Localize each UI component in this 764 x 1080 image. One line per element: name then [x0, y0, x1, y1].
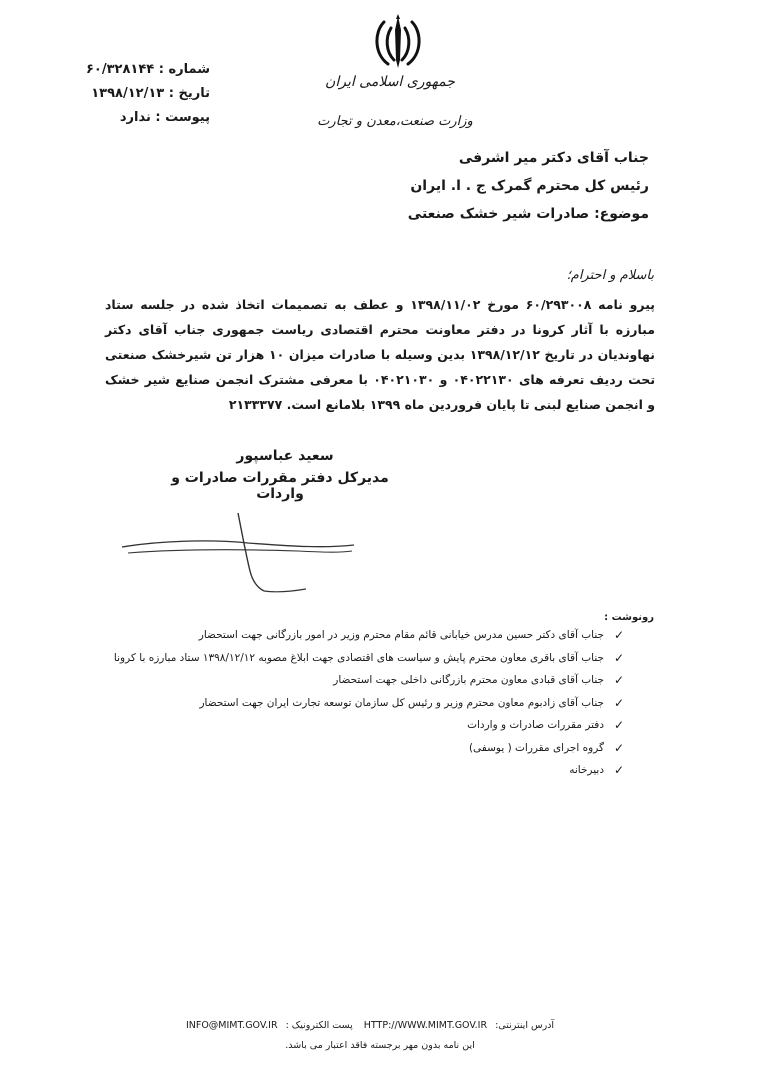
copies-title: رونوشت :	[604, 612, 654, 623]
signatory-name: سعید عباسپور	[236, 448, 334, 464]
salutation: باسلام و احترام؛	[566, 268, 654, 283]
copies-list	[64, 624, 624, 782]
letter-body: پیرو نامه ۶۰/۲۹۳۰۰۸ مورخ ۱۳۹۸/۱۱/۰۲ و عطف به تصمیمات اتخاذ شده در جلسه ستاد مبارزه با آثار کرونا در دفتر معاونت محترم اقتصادی ریاست جمهوری جناب آقای دکتر نهاوندیان در تاریخ ۱۳۹۸/۱۲/۱۲ بدین وسیله با صادرات میزان ۱۰ هزار تن شیرخشک صنعتی تحت ردیف تعرفه های ۰۴۰۲۲۱۳۰ و ۰۴۰۲۱۰۳۰ با معرفی مشترک انجمن صنایع شیر خشک و انجمن صنایع لبنی تا پایان فروردین ماه ۱۳۹۹ بلامانع است. ۲۱۳۳۳۷۷	[105, 297, 656, 412]
handwritten-signature	[118, 505, 358, 595]
letter-date-label: تاریخ :	[168, 86, 210, 101]
copy-recipient: جناب آقای باقری معاون محترم پایش و سیاست های اقتصادی جهت ابلاغ مصوبه ۱۳۹۸/۱۲/۱۲ ستاد مبارزه با کرونا	[113, 651, 604, 664]
recipient-name: جناب آقای دکتر میر اشرفی	[458, 150, 649, 166]
checkmark-icon: ✓	[613, 673, 624, 687]
ministry-name: وزارت صنعت،معدن و تجارت	[317, 114, 473, 129]
checkmark-icon: ✓	[613, 695, 624, 710]
copy-recipient: دفتر مقررات صادرات و واردات	[467, 719, 604, 731]
list-item	[64, 669, 624, 692]
letter-date-row	[60, 82, 210, 106]
list-item	[64, 624, 624, 647]
list-item	[64, 737, 624, 760]
copy-recipient: جناب آقای دکتر حسین مدرس خیابانی قائم مقام محترم وزیر در امور بازرگانی جهت استحضار	[198, 629, 604, 641]
list-item	[64, 759, 624, 782]
email-link[interactable]: INFO@MIMT.GOV.IR	[185, 1020, 278, 1031]
copy-recipient: دبیرخانه	[569, 764, 604, 776]
checkmark-icon: ✓	[613, 740, 624, 755]
letter-subject: موضوع: صادرات شیر خشک صنعتی	[407, 206, 649, 222]
checkmark-icon: ✓	[613, 628, 624, 642]
letter-attachment-row	[60, 106, 210, 130]
letter-attachment-label: پیوست :	[155, 110, 210, 125]
signatory-title: مدیرکل دفتر مقررات صادرات و واردات	[171, 470, 389, 502]
footer-note: این نامه بدون مهر برجسته فاقد اعتبار می باشد.	[285, 1040, 475, 1051]
letter-number-row	[60, 58, 210, 82]
checkmark-icon: ✓	[613, 718, 624, 732]
letter-number-label: شماره :	[158, 62, 210, 77]
copy-recipient: جناب آقای قبادی معاون محترم بازرگانی داخلی جهت استحضار	[333, 674, 604, 686]
website-label: آدرس اینترنتی:	[495, 1020, 555, 1031]
list-item	[64, 692, 624, 715]
copy-recipient: جناب آقای زادبوم معاون محترم وزیر و رئیس کل سازمان توسعه تجارت ایران جهت استحضار	[199, 696, 604, 709]
letter-meta	[60, 58, 210, 130]
email-label: پست الکترونیک :	[285, 1020, 353, 1031]
iran-emblem-icon	[366, 10, 430, 74]
footer-contact	[150, 1020, 590, 1031]
recipient-title: رئیس کل محترم گمرک ج . ا. ایران	[410, 178, 649, 194]
copy-recipient: گروه اجرای مقررات ( یوسفی)	[468, 741, 604, 754]
letter-attachment-value: ندارد	[119, 110, 151, 125]
list-item	[64, 647, 624, 670]
website-link[interactable]: HTTP://WWW.MIMT.GOV.IR	[363, 1020, 488, 1031]
letter-date-value: ۱۳۹۸/۱۲/۱۳	[91, 86, 165, 101]
list-item	[64, 714, 624, 737]
checkmark-icon: ✓	[613, 650, 624, 665]
letter-number-value: ۶۰/۳۲۸۱۴۴	[85, 62, 155, 77]
country-name: جمهوری اسلامی ایران	[325, 74, 455, 90]
checkmark-icon: ✓	[613, 763, 624, 777]
